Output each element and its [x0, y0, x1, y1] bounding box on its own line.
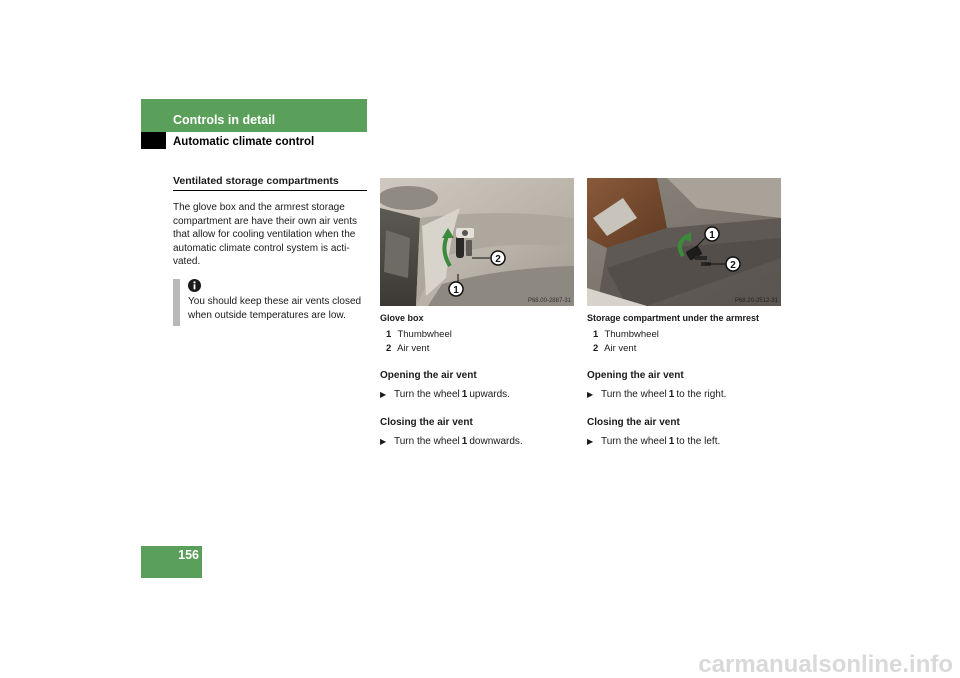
section-title: Ventilated storage compartments: [173, 175, 339, 187]
opening-step: ▶ Turn the wheel 1 upwards.: [380, 389, 510, 400]
step-arrow-icon: ▶: [380, 437, 387, 446]
figure-caption: Storage compartment under the armrest: [587, 313, 760, 323]
info-icon: [188, 279, 201, 292]
legend-item: 1 Thumbwheel: [593, 329, 659, 340]
closing-step: ▶ Turn the wheel 1 to the left.: [587, 436, 721, 447]
note-text: You should keep these air vents closed when outside temperatures are low.: [188, 296, 362, 321]
info-note: [173, 279, 369, 326]
legend-item: 2 Air vent: [593, 342, 637, 354]
opening-heading: Opening the air vent: [380, 370, 477, 381]
armrest-compartment-figure: [587, 178, 781, 306]
closing-step: ▶ Turn the wheel 1 downwards.: [380, 436, 523, 447]
figure-legend: [386, 328, 452, 355]
legend-item: 2 Air vent: [386, 342, 430, 354]
step-arrow-icon: ▶: [587, 437, 594, 446]
opening-step: ▶ Turn the wheel 1 to the right.: [587, 389, 727, 400]
section-divider: [173, 190, 367, 191]
chapter-title: Controls in detail: [173, 113, 276, 127]
figure-legend: [593, 328, 659, 355]
closing-heading: Closing the air vent: [380, 417, 473, 428]
callout-2: 2: [730, 260, 736, 271]
closing-heading: Closing the air vent: [587, 417, 680, 428]
legend-item: 1 Thumbwheel: [386, 329, 452, 340]
figure-code: P68.20-2512-31: [734, 298, 778, 304]
figure-code: P68.00-2887-31: [527, 298, 571, 304]
glove-box-figure: [380, 178, 574, 306]
section-marker: [141, 132, 166, 149]
step-arrow-icon: ▶: [587, 390, 594, 399]
intro-paragraph: The glove box and the armrest storage compartment are have their own air vents that allow for cooling ventilation when the automatic climate control system is acti-vated.: [173, 202, 357, 267]
opening-heading: Opening the air vent: [587, 370, 684, 381]
callout-1: 1: [453, 285, 459, 296]
callout-1: 1: [709, 230, 715, 241]
callout-2: 2: [495, 254, 501, 265]
page-number: 156: [178, 548, 199, 562]
step-arrow-icon: ▶: [380, 390, 387, 399]
section-subtitle: Automatic climate control: [173, 136, 315, 148]
watermark: [615, 650, 955, 676]
figure-caption: Glove box: [380, 313, 424, 323]
svg-text:carmanualsonline.info: carmanualsonline.info: [698, 651, 953, 676]
note-bar: [173, 279, 180, 326]
